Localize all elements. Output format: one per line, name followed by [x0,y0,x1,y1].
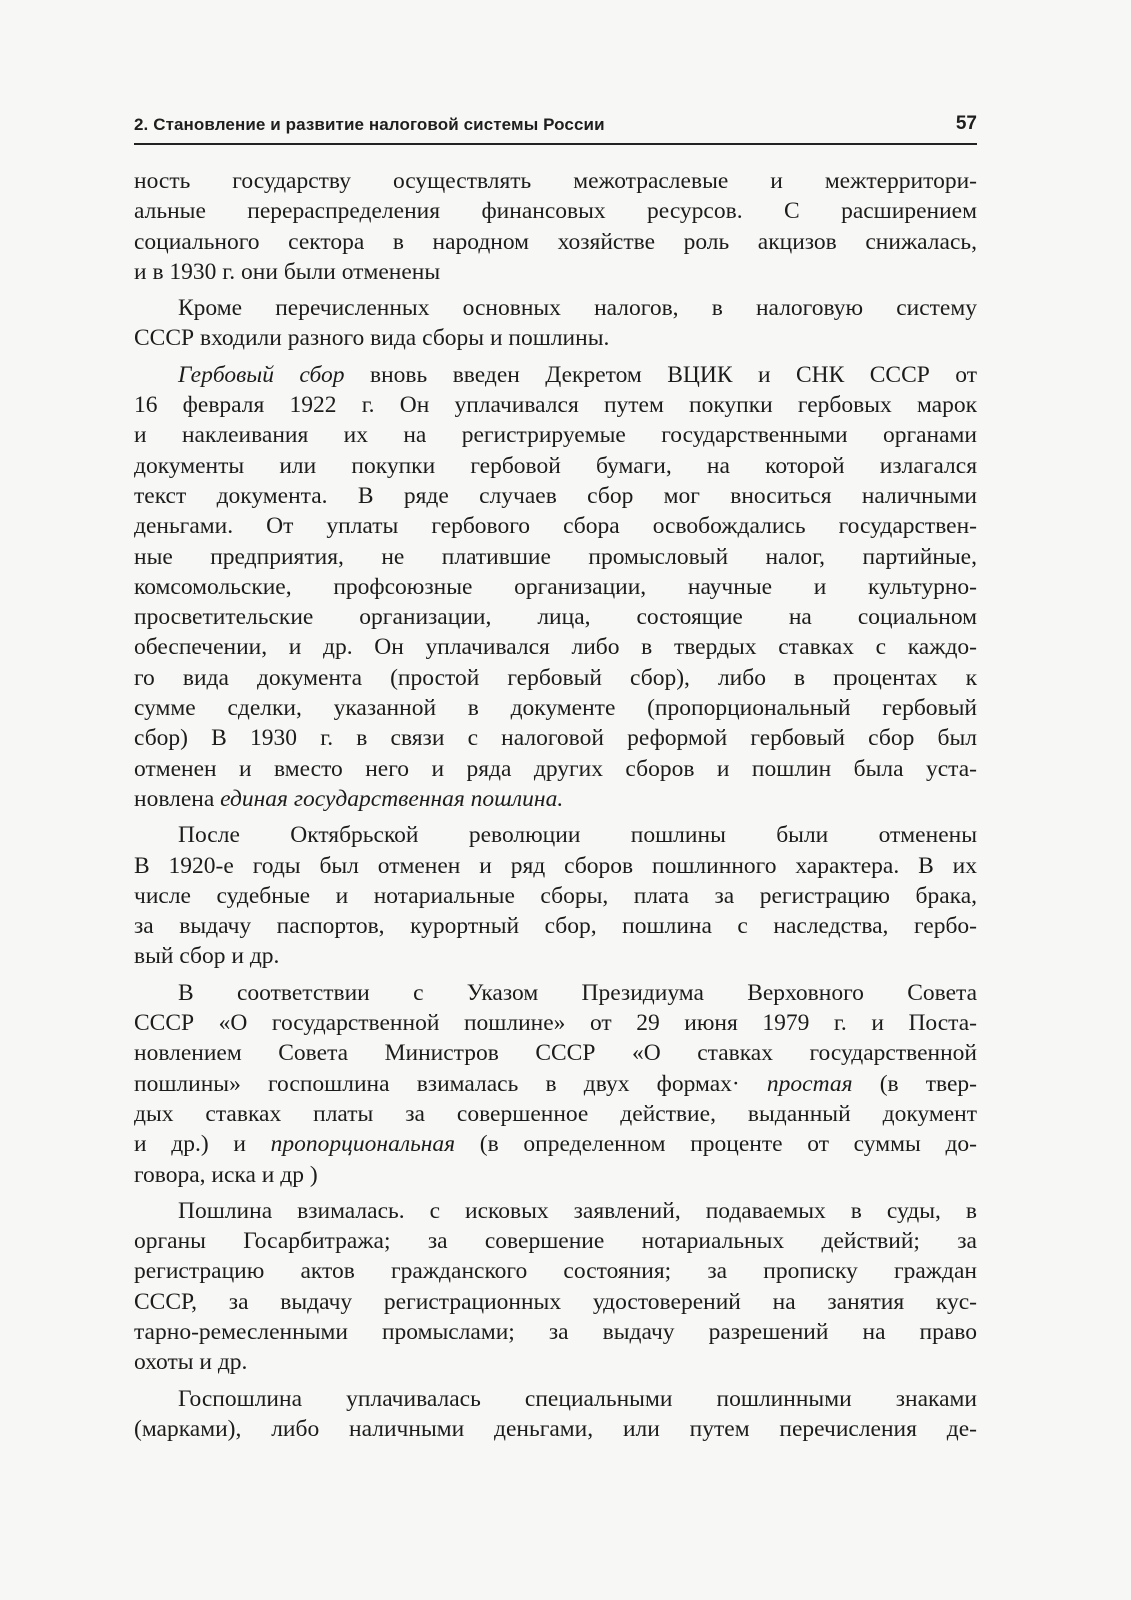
text-line: текст документа. В ряде случаев сбор мог вноситься наличными [134,482,977,509]
text-line: говора, иска и др ) [134,1161,318,1188]
text-line: и в 1930 г. они были отменены [134,258,441,285]
text-fragment: (в твер- [852,1070,978,1097]
text-line [134,360,977,390]
italic-term: пропорциональная [270,1131,456,1158]
text-line: за выдачу паспортов, курортный сбор, пошлина с наследства, гербо- [134,913,977,940]
italic-term: Гербовый сбор [178,361,345,388]
text-line: и наклеивания их на регистрируемые государственными органами [134,422,977,449]
paragraph-3 [134,360,977,814]
text-line: охоты и др. [134,1349,248,1376]
italic-term: простая [766,1070,853,1097]
text-line: В соответствии с Указом Президиума Верховного Совета [178,979,977,1006]
text-line: После Октябрьской революции пошлины были отменены [178,822,977,849]
text-fragment: вновь введен Декретом ВЦИК и СНК СССР от [344,361,978,388]
paragraph-6 [134,1196,977,1378]
text-line: Пошлина взималась. с исковых заявлений, подаваемых в суды, в [178,1197,977,1224]
text-line: деньгами. От уплаты гербового сбора освобождались государствен- [134,513,977,540]
text-line: документы или покупки гербовой бумаги, на которой излагался [134,452,977,479]
text-line [134,1069,977,1099]
text-line: альные перераспределения финансовых ресурсов. С расширением [134,198,977,225]
text-line: вый сбор и др. [134,943,280,970]
text-line: ность государству осуществлять межотраслевые и межтерритори- [134,168,977,194]
page-number: 57 [955,113,977,134]
paragraph-4 [134,820,977,971]
text-line: (марками), либо наличными деньгами, или путем перечисления де- [134,1415,977,1442]
text-fragment: и др.) и [134,1131,271,1158]
body-text [134,166,977,1444]
italic-term: единая государственная пошлина. [220,785,564,812]
text-line: комсомольские, профсоюзные организации, научные и культурно- [134,573,977,600]
text-line: обеспечении, и др. Он уплачивался либо в твердых ставках с каждо- [134,634,977,661]
text-line: отменен и вместо него и ряда других сборов и пошлин была уста- [134,755,977,782]
text-line: го вида документа (простой гербовый сбор), либо в процентах к [134,664,977,691]
text-line: новлением Совета Министров СССР «О ставках государственной [134,1040,977,1067]
text-line: Госпошлина уплачивалась специальными пошлинными знаками [178,1385,977,1412]
text-line: СССР входили разного вида сборы и пошлины. [134,325,610,352]
paragraph-5 [134,978,977,1190]
text-line: СССР, за выдачу регистрационных удостоверений на занятия кус- [134,1288,977,1315]
text-line: просветительские организации, лица, состоящие на социальном [134,604,977,631]
text-fragment: (в определенном проценте от суммы до- [455,1131,977,1158]
text-line: регистрацию актов гражданского состояния; за прописку граждан [134,1258,977,1285]
running-header [134,113,977,145]
text-fragment: пошлины» госпошлина взималась в двух формах· [134,1070,767,1097]
text-line: тарно-ремесленными промыслами; за выдачу разрешений на право [134,1318,977,1345]
text-line [134,1129,977,1159]
text-line: социального сектора в народном хозяйстве роль акцизов снижалась, [134,228,977,255]
header-title: 2. Становление и развитие налоговой системы России [134,115,605,134]
text-line: сбор) В 1930 г. в связи с налоговой реформой гербовый сбор был [134,725,977,752]
text-line: СССР «О государственной пошлине» от 29 июня 1979 г. и Поста- [134,1010,977,1037]
text-line: В 1920-е годы был отменен и ряд сборов пошлинного характера. В их [134,852,977,879]
paragraph-2 [134,293,977,354]
text-line: сумме сделки, указанной в документе (пропорциональный гербовый [134,695,977,722]
text-line: ные предприятия, не платившие промысловый налог, партийные, [134,543,977,570]
text-fragment: новлена [134,785,221,812]
text-line [134,784,977,814]
text-line: органы Госарбитража; за совершение нотариальных действий; за [134,1228,977,1255]
text-line: числе судебные и нотариальные сборы, плата за регистрацию брака, [134,882,977,909]
text-line: дых ставках платы за совершенное действие, выданный документ [134,1100,977,1127]
paragraph-7 [134,1384,977,1445]
text-line: 16 февраля 1922 г. Он уплачивался путем покупки гербовых марок [134,392,977,419]
paragraph-1 [134,166,977,287]
text-line: Кроме перечисленных основных налогов, в налоговую систему [178,295,977,322]
